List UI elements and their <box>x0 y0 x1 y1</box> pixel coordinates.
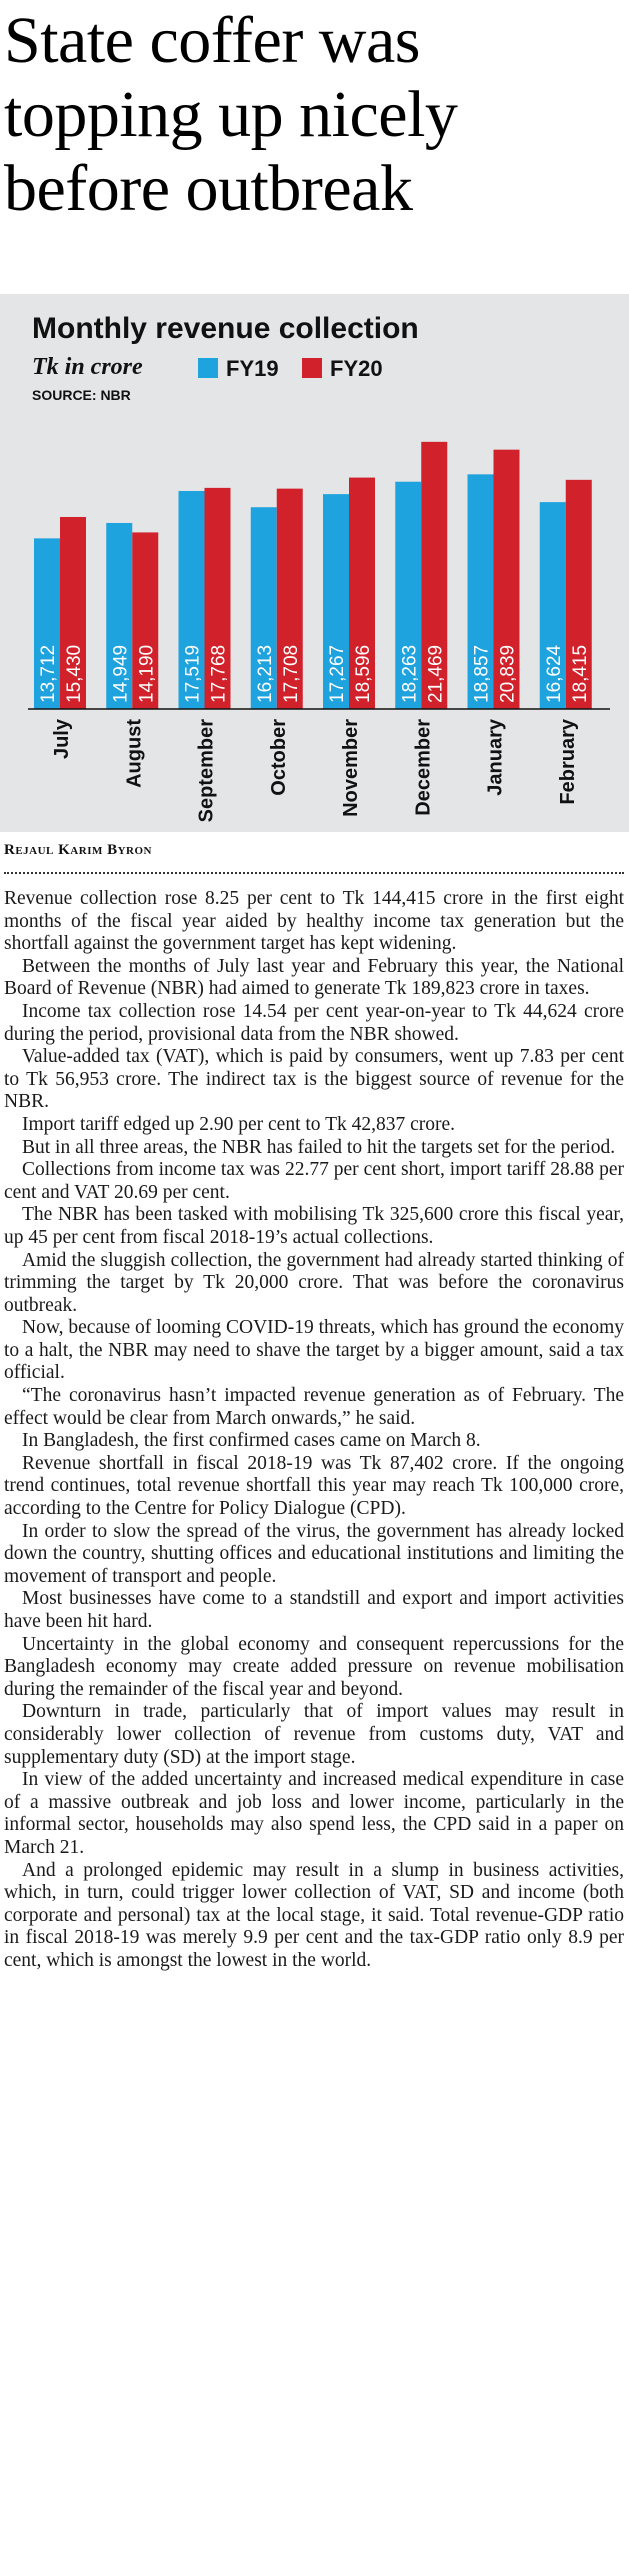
legend-swatch-fy20 <box>302 358 322 378</box>
x-tick-october: October <box>267 719 290 796</box>
x-tick-november: November <box>340 719 362 817</box>
article-paragraph: And a prolonged epidemic may result in a slump in business activities, which, in turn, could trigger lower collection of VAT, SD and income (both corporate and personal) tax at the local stage, it said. Total revenue-GDP ratio in fiscal 2018-19 was merely 9.9 per cent and the tax-GDP ratio only 8.9 per cent, which is amongst the lowest in the world. <box>4 1859 624 1971</box>
article-paragraph: The NBR has been tasked with mobilising Tk 325,600 crore this fiscal year, up 45 per cent from fiscal 2018-19’s actual collections. <box>4 1204 624 1248</box>
bar-label-fy19-august: 14,949 <box>110 644 132 703</box>
article-paragraph: In view of the added uncertainty and increased medical expenditure in case of a massive outbreak and job loss and lower income, particularly in the informal sector, households may also spend less, the CPD said in a paper on March 21. <box>4 1769 624 1858</box>
article-paragraph: Amid the sluggish collection, the government had already started thinking of trimming the target by Tk 20,000 crore. That was before the coronavirus outbreak. <box>4 1249 624 1316</box>
chart-title: Monthly revenue collection <box>32 312 419 345</box>
bars-group <box>34 442 592 709</box>
legend-label-fy19: FY19 <box>226 356 279 381</box>
article-paragraph: Most businesses have come to a standstill and export and import activities have been hit hard. <box>4 1588 624 1632</box>
bar-label-fy20-july: 15,430 <box>64 644 85 703</box>
x-tick-february: February <box>556 719 579 805</box>
x-tick-december: December <box>412 719 435 816</box>
article-paragraph: Uncertainty in the global economy and consequent repercussions for the Bangladesh economy may create added pressure on revenue mobilisation during the remainder of the fiscal year and beyond. <box>4 1633 624 1700</box>
article-paragraph: Value-added tax (VAT), which is paid by consumers, went up 7.83 per cent to Tk 56,953 crore. The indirect tax is the biggest source of revenue for the NBR. <box>4 1046 624 1113</box>
article-paragraph: “The coronavirus hasn’t impacted revenue generation as of February. The effect would be clear from March onwards,” he said. <box>4 1385 624 1429</box>
bar-label-fy19-july: 13,712 <box>38 644 59 703</box>
x-tick-january: January <box>484 719 507 796</box>
headline: State coffer was topping up nicely before outbreak <box>4 4 458 225</box>
bar-label-fy20-january: 20,839 <box>497 644 519 703</box>
article-paragraph: In Bangladesh, the first confirmed cases came on March 8. <box>22 1430 481 1452</box>
bar-label-fy19-september: 17,519 <box>182 644 204 703</box>
x-tick-september: September <box>195 719 218 823</box>
bar-label-fy19-november: 17,267 <box>327 644 348 703</box>
legend-label-fy20: FY20 <box>330 356 383 381</box>
bar-label-fy20-september: 17,768 <box>208 644 230 703</box>
bar-label-fy19-february: 16,624 <box>543 644 565 703</box>
article-paragraph: Revenue collection rose 8.25 per cent to Tk 144,415 crore in the first eight months of the fiscal year aided by healthy income tax generation but the shortfall against the government target has kept widening. <box>4 888 624 955</box>
article-paragraph: In order to slow the spread of the virus, the government has already locked down the country, shutting offices and educational institutions and limiting the movement of transport and people. <box>4 1520 624 1587</box>
byline: Rejaul Karim Byron <box>4 842 153 858</box>
bar-label-fy20-december: 21,469 <box>425 644 447 703</box>
article-paragraph: Import tariff edged up 2.90 per cent to Tk 42,837 crore. <box>22 1113 456 1135</box>
bar-label-fy19-october: 16,213 <box>254 644 276 703</box>
bar-label-fy20-october: 17,708 <box>280 644 302 703</box>
article-body <box>4 888 624 1973</box>
x-tick-july: July <box>51 719 73 760</box>
bar-label-fy19-december: 18,263 <box>399 644 421 703</box>
chart-subtitle: Tk in crore <box>32 354 143 380</box>
chart-source: SOURCE: NBR <box>32 387 131 403</box>
bar-label-fy20-november: 18,596 <box>353 644 374 703</box>
article-paragraph: But in all three areas, the NBR has failed to hit the targets set for the period. <box>22 1136 616 1158</box>
x-tick-august: August <box>123 719 146 788</box>
article-paragraph: Now, because of looming COVID-19 threats, which has ground the economy to a halt, the NBR may need to shave the target by a bigger amount, said a tax official. <box>4 1317 625 1384</box>
bar-label-fy19-january: 18,857 <box>471 644 493 703</box>
article-paragraph: Downturn in trade, particularly that of import values may result in considerably lower collection of revenue from customs duty, VAT and supplementary duty (SD) at the import stage. <box>4 1701 624 1768</box>
chart-svg <box>0 294 629 832</box>
dotted-divider <box>4 872 624 874</box>
bar-label-fy20-february: 18,415 <box>569 644 591 703</box>
article-paragraph: Collections from income tax was 22.77 per cent short, import tariff 28.88 per cent and VAT 20.69 per cent. <box>4 1159 624 1203</box>
bar-label-fy20-august: 14,190 <box>136 644 158 703</box>
article-paragraph: Income tax collection rose 14.54 per cent year-on-year to Tk 44,624 crore during the period, provisional data from the NBR showed. <box>4 1000 624 1045</box>
revenue-chart <box>0 294 629 832</box>
legend-swatch-fy19 <box>198 358 218 378</box>
article-paragraph: Between the months of July last year and February this year, the National Board of Revenue (NBR) had aimed to generate Tk 189,823 crore in taxes. <box>4 955 624 1000</box>
article-paragraph: Revenue shortfall in fiscal 2018-19 was Tk 87,402 crore. If the ongoing trend continues, total revenue shortfall this year may reach Tk 100,000 crore, according to the Centre for Policy Dialogue (CPD). <box>4 1452 624 1520</box>
x-tick-labels <box>51 718 579 822</box>
